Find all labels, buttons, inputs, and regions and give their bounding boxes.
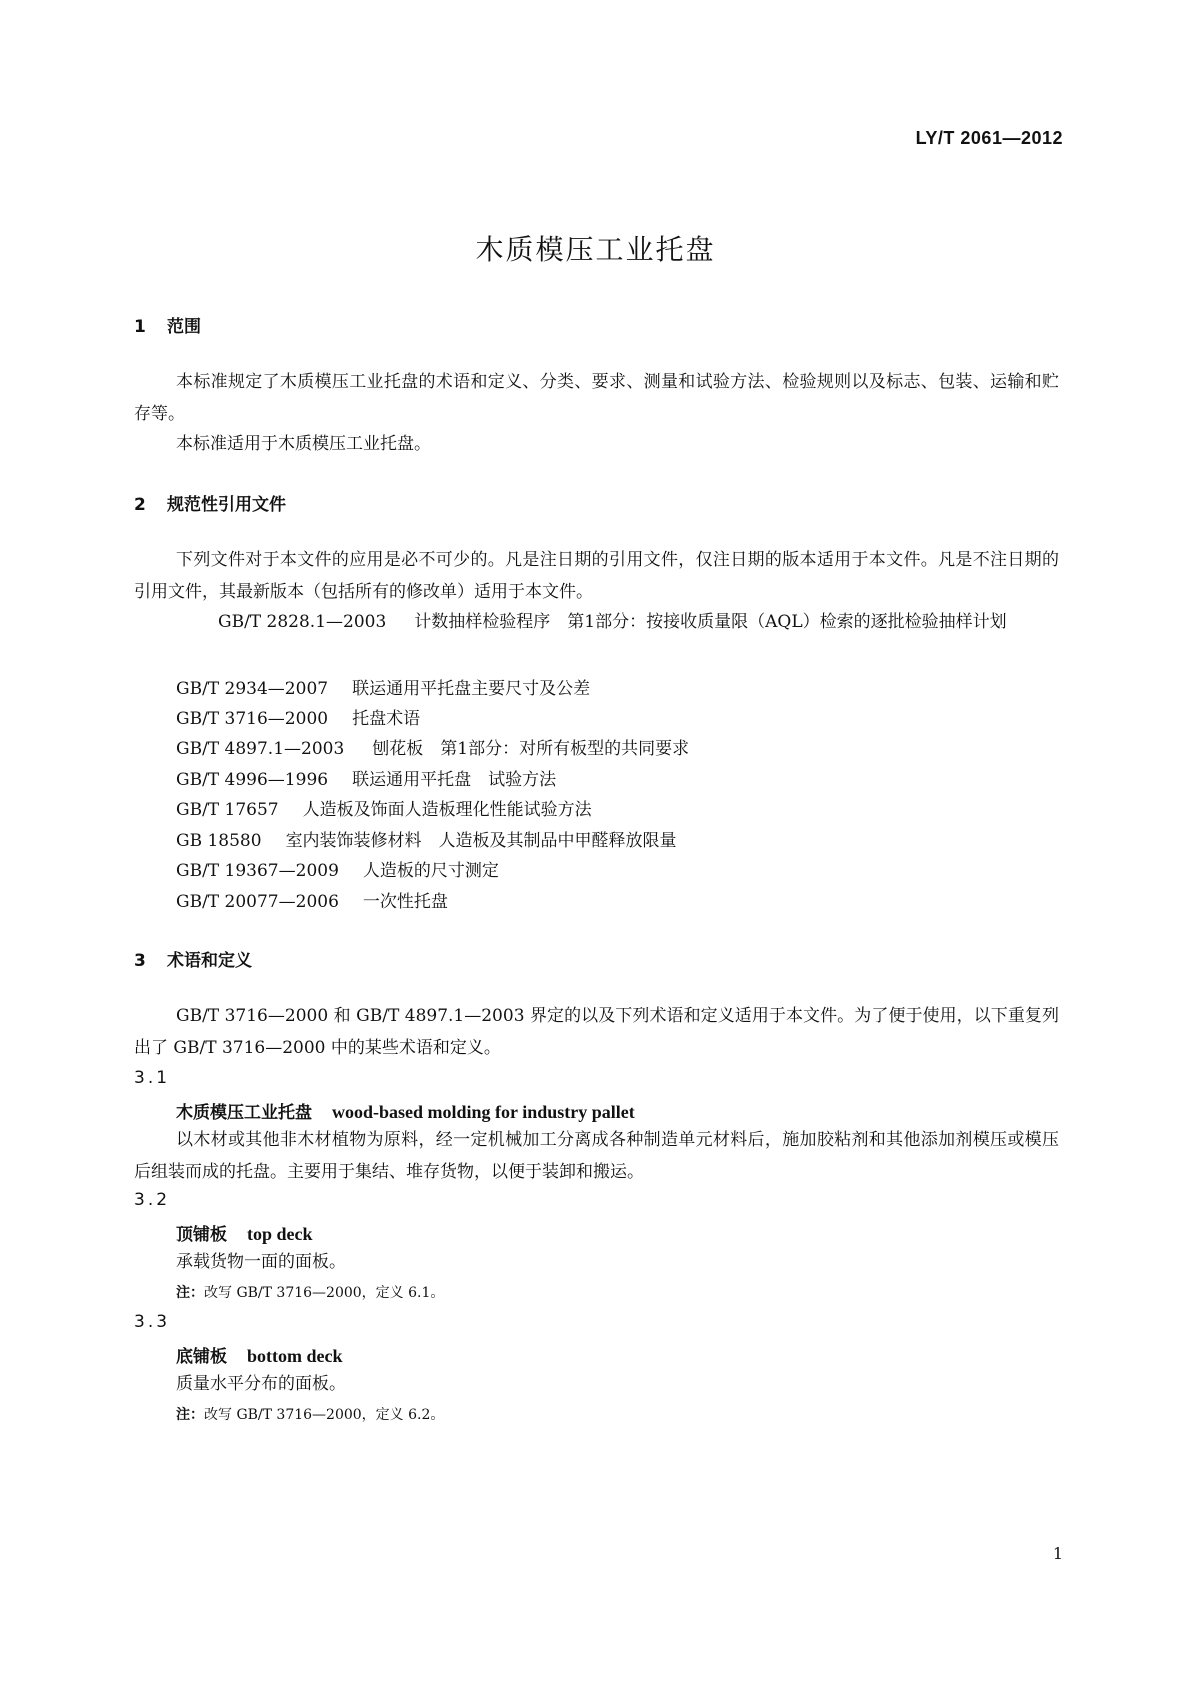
term-number: 3.2: [134, 1190, 171, 1210]
term-entry: [176, 1220, 313, 1245]
note-label: 注：: [176, 1407, 204, 1423]
term-chinese: 底铺板: [176, 1347, 227, 1367]
document-title: 木质模压工业托盘: [475, 233, 716, 266]
section-title: 范围: [167, 317, 201, 337]
reference-title: 计数抽样检验程序 第1部分：按接收质量限（AQL）检索的逐批检验抽样计划: [414, 612, 1007, 632]
reference-code: GB/T 20077—2006: [176, 892, 339, 912]
reference-code: GB/T 4996—1996: [176, 770, 329, 790]
term-number: 3.3: [134, 1312, 171, 1332]
reference-code: GB/T 17657: [176, 800, 279, 820]
note-text: 改写 GB/T 3716—2000，定义 6.1。: [204, 1285, 445, 1301]
reference-item: [176, 674, 1059, 699]
term-entry: [176, 1342, 343, 1367]
scope-paragraph-1: 本标准规定了木质模压工业托盘的术语和定义、分类、要求、测量和试验方法、检验规则以及标志、包装、运输和贮存等。: [134, 372, 1059, 424]
term-entry: [176, 1098, 635, 1123]
reference-title: 刨花板 第1部分：对所有板型的共同要求: [372, 739, 690, 759]
section-heading-scope: [134, 312, 201, 337]
note-label: 注：: [176, 1285, 204, 1301]
term-definition: 质量水平分布的面板。: [176, 1374, 346, 1394]
reference-title: 室内装饰装修材料 人造板及其制品中甲醛释放限量: [285, 831, 677, 851]
reference-title: 联运通用平托盘 试验方法: [352, 770, 557, 790]
reference-code: GB/T 3716—2000: [176, 709, 329, 729]
reference-item: [134, 606, 1059, 638]
section-title: 规范性引用文件: [167, 495, 286, 515]
section-title: 术语和定义: [167, 951, 252, 971]
term-definition: 以木材或其他非木材植物为原料，经一定机械加工分离成各种制造单元材料后，施加胶粘剂和其他添加剂模压或模压后组装而成的托盘。主要用于集结、堆存货物，以便于装卸和搬运。: [134, 1130, 1059, 1182]
reference-item: [176, 887, 1059, 912]
standard-code: LY/T 2061—2012: [915, 128, 1063, 148]
reference-item: [176, 795, 1059, 820]
reference-code: GB/T 4897.1—2003: [176, 739, 345, 759]
reference-item: [176, 765, 1059, 790]
reference-title: 一次性托盘: [362, 892, 448, 912]
section-number: 3: [134, 951, 146, 971]
term-english: wood-based molding for industry pallet: [332, 1102, 635, 1122]
reference-code: GB/T 2934—2007: [176, 679, 329, 699]
reference-item: [176, 734, 1059, 759]
reference-item: [176, 704, 1059, 729]
reference-item: [176, 856, 1059, 881]
scope-paragraph-2: 本标准适用于木质模压工业托盘。: [176, 434, 431, 454]
term-note: [176, 1404, 444, 1424]
reference-title: 联运通用平托盘主要尺寸及公差: [352, 679, 591, 699]
term-english: top deck: [247, 1224, 313, 1244]
term-english: bottom deck: [247, 1346, 343, 1366]
reference-code: GB 18580: [176, 831, 262, 851]
terms-intro-paragraph: GB/T 3716—2000 和 GB/T 4897.1—2003 界定的以及下列术语和定义适用于本文件。为了便于使用，以下重复列出了 GB/T 3716—2000 中的某些术语和定义。: [134, 1006, 1059, 1058]
term-number: 3.1: [134, 1068, 171, 1088]
term-chinese: 顶铺板: [176, 1225, 227, 1245]
section-number: 2: [134, 495, 146, 515]
term-note: [176, 1282, 444, 1302]
section-heading-normative-references: [134, 490, 286, 515]
reference-title: 人造板的尺寸测定: [362, 861, 499, 881]
section-heading-terms-definitions: [134, 946, 252, 971]
term-chinese: 木质模压工业托盘: [176, 1103, 312, 1123]
reference-code: GB/T 19367—2009: [176, 861, 339, 881]
note-text: 改写 GB/T 3716—2000，定义 6.2。: [204, 1407, 445, 1423]
reference-title: 人造板及饰面人造板理化性能试验方法: [302, 800, 592, 820]
reference-title: 托盘术语: [352, 709, 421, 729]
reference-code: GB/T 2828.1—2003: [218, 612, 387, 632]
page-number: 1: [1052, 1544, 1063, 1563]
references-intro-paragraph: 下列文件对于本文件的应用是必不可少的。凡是注日期的引用文件，仅注日期的版本适用于本文件。凡是不注日期的引用文件，其最新版本（包括所有的修改单）适用于本文件。: [134, 550, 1059, 602]
reference-item: [176, 826, 1059, 851]
term-definition: 承载货物一面的面板。: [176, 1252, 346, 1272]
section-number: 1: [134, 317, 146, 337]
